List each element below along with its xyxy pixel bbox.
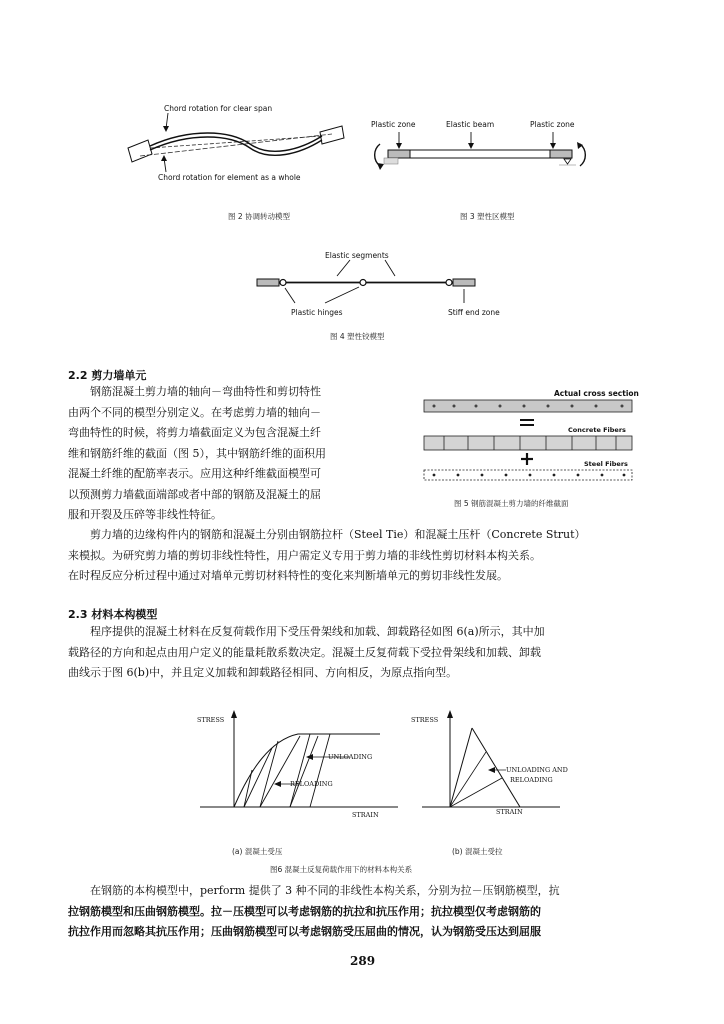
para1-line2: 由两个不同的模型分别定义。在考虑剪力墙的轴向－ xyxy=(68,405,321,419)
fig5-caption: 图 5 钢筋混凝土剪力墙的纤维截面 xyxy=(454,499,569,508)
final-paragraph xyxy=(68,881,668,943)
fig3-label-elastic: Elastic beam xyxy=(446,120,495,129)
fig6b-tension-curve xyxy=(422,710,562,810)
fig4-label-elastic: Elastic segments xyxy=(325,251,389,260)
para1-line7: 服和开裂及压碎等非线性特征。 xyxy=(68,508,222,521)
para3-line3: 曲线示于图 6(b)中，并且定义加载和卸载路径相同、方向相反，为原点指向型。 xyxy=(68,666,458,679)
fig3-label-plastic-right: Plastic zone xyxy=(530,120,575,129)
fig6-caption: 图6 混凝土反复荷载作用下的材料本构关系 xyxy=(270,865,413,874)
fig6b-unload-label-2: RELOADING xyxy=(510,776,553,784)
section-2-2-title: 2.2 剪力墙单元 xyxy=(68,369,147,382)
para1-line5: 混凝土纤维的配筋率表示。应用这种纤维截面模型可 xyxy=(68,467,321,480)
fig3-caption: 图 3 塑性区模型 xyxy=(460,212,515,221)
fig4-label-hinges: Plastic hinges xyxy=(291,308,343,317)
fig2-label-top: Chord rotation for clear span xyxy=(164,104,273,113)
fig4-caption: 图 4 塑性铰模型 xyxy=(330,332,385,341)
para3-line1: 程序提供的混凝土材料在反复荷载作用下受压骨架线和加载、卸载路径如图 6(a)所示，其中加 xyxy=(90,625,545,638)
para1-line4: 维和钢筋纤维的截面（图 5），其中钢筋纤维的面积用 xyxy=(68,446,326,460)
para1-line1: 钢筋混凝土剪力墙的轴向－弯曲特性和剪切特性 xyxy=(90,385,321,398)
final-line1: 在钢筋的本构模型中，perform 提供了 3 种不同的非线性本构关系，分别为拉－压钢筋模型，抗 xyxy=(90,884,560,897)
fig2-label-bottom: Chord rotation for element as a whole xyxy=(158,173,301,182)
fig6a-strain-label: STRAIN xyxy=(352,811,379,819)
para2-line3: 在时程反应分析过程中通过对墙单元剪切材料特性的变化来判断墙单元的剪切非线性发展。 xyxy=(68,569,508,582)
fig6a-subcaption: (a) 混凝土受压 xyxy=(232,847,283,856)
para2-line2: 来模拟。为研究剪力墙的剪切非线性特性，用户需定义专用于剪力墙的非线性剪切材料本构关系。 xyxy=(68,548,541,562)
fig5-label-actual: Actual cross section xyxy=(554,389,639,398)
para1-line6: 以预测剪力墙截面端部或者中部的钢筋及混凝土的屈 xyxy=(68,487,321,501)
fig5-label-concrete: Concrete Fibers xyxy=(568,426,626,434)
fig6a-unloading-label: UNLOADING xyxy=(328,753,373,761)
fig6b-stress-label: STRESS xyxy=(411,716,439,724)
fig4-label-stiff: Stiff end zone xyxy=(448,308,500,317)
section-2-3-paragraph xyxy=(68,622,668,684)
final-line3: 抗拉作用而忽略其抗压作用；压曲钢筋模型可以考虑钢筋受压屈曲的情况，认为钢筋受压达到屈服 xyxy=(68,925,541,938)
fig6b-subcaption: (b) 混凝土受拉 xyxy=(452,847,503,856)
fig4-plastic-hinge-diagram xyxy=(255,258,495,304)
para3-line2: 载路径的方向和起点由用户定义的能量耗散系数决定。混凝土反复荷载下受拉骨架线和加载、卸载 xyxy=(68,645,541,659)
section-2-2-paragraph-1 xyxy=(68,382,398,526)
section-2-2-paragraph-2 xyxy=(68,525,668,587)
fig5-fiber-section-diagram xyxy=(424,398,634,488)
fig6a-stress-label: STRESS xyxy=(197,716,225,724)
fig2-chord-rotation-diagram xyxy=(120,110,350,180)
section-2-3-title: 2.3 材料本构模型 xyxy=(68,608,158,621)
fig5-label-steel: Steel Fibers xyxy=(584,460,628,468)
fig6b-unload-label-1: UNLOADING AND xyxy=(506,766,568,774)
fig6b-strain-label: STRAIN xyxy=(496,808,523,816)
page-number: 289 xyxy=(350,954,376,968)
fig3-plastic-zone-diagram xyxy=(366,130,596,180)
fig2-caption: 图 2 协调转动模型 xyxy=(228,212,291,221)
para1-line3: 弯曲特性的时候，将剪力墙截面定义为包含混凝土纤 xyxy=(68,426,321,439)
final-line2: 拉钢筋模型和压曲钢筋模型。拉－压模型可以考虑钢筋的抗拉和抗压作用；抗拉模型仅考虑钢筋的 xyxy=(68,904,541,918)
para2-line1: 剪力墙的边缘构件内的钢筋和混凝土分别由钢筋拉杆（Steel Tie）和混凝土压杆（Concrete Strut） xyxy=(90,528,586,541)
fig3-label-plastic-left: Plastic zone xyxy=(371,120,416,129)
fig6a-reloading-label: RELOADING xyxy=(290,780,333,788)
